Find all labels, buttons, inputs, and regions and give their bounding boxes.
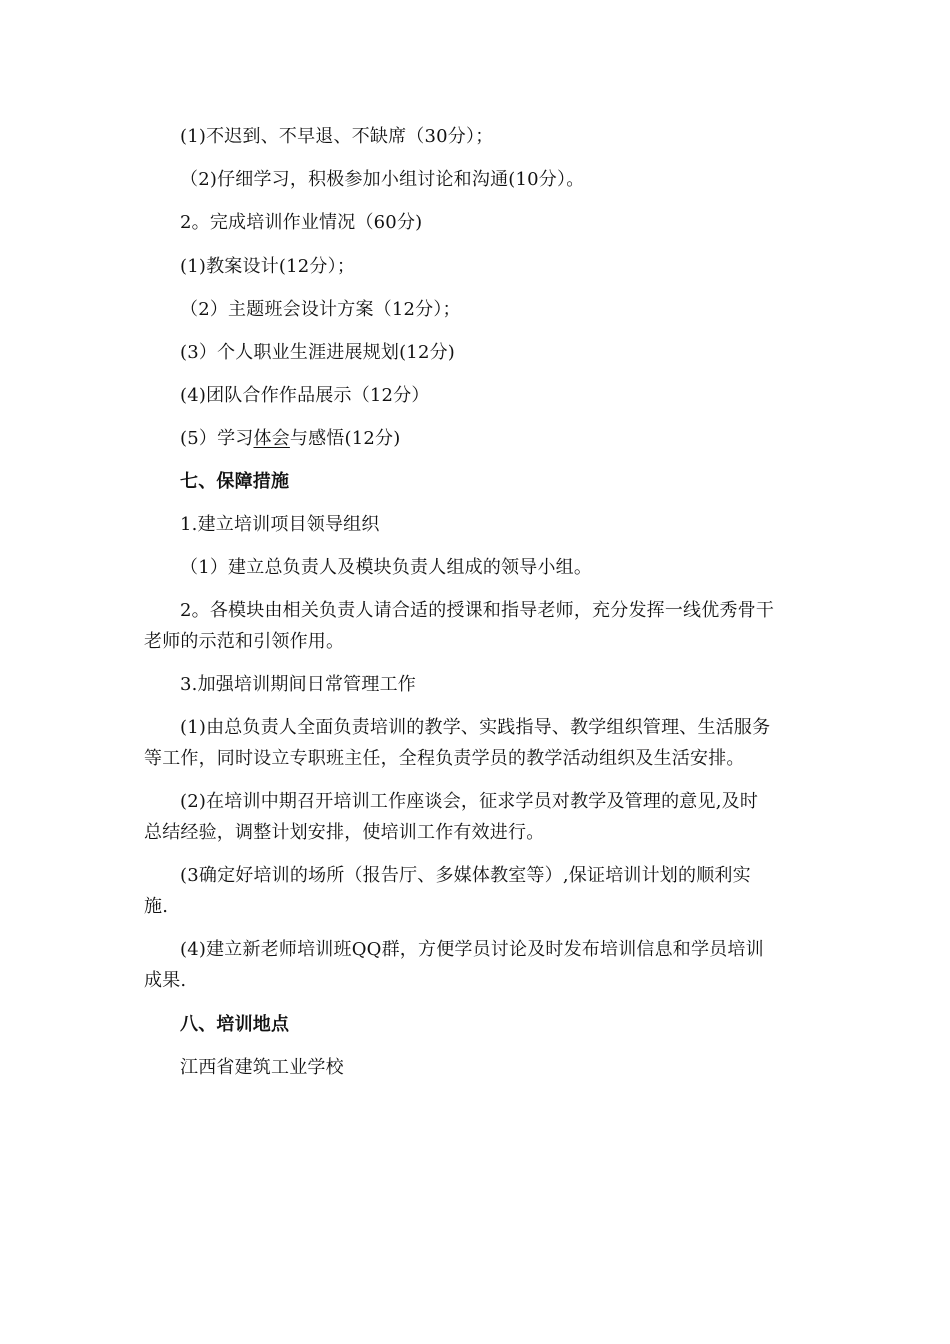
paragraph-line: (1)由总负责人全面负责培训的教学、实践指导、教学组织管理、生活服务 [180, 717, 771, 738]
paragraph-line: （1）建立总负责人及模块负责人组成的领导小组。 [180, 557, 593, 578]
paragraph-line: 2。各模块由相关负责人请合适的授课和指导老师，充分发挥一线优秀骨干 [180, 600, 775, 621]
paragraph-line: 1.建立培训项目领导组织 [180, 514, 380, 535]
section-heading: 七、保障措施 [180, 471, 290, 492]
list-item: （2）主题班会设计方案（12分）； [180, 299, 461, 320]
paragraph-line: 老师的示范和引领作用。 [144, 631, 345, 652]
list-item: (3）个人职业生涯进展规划(12分) [180, 342, 456, 363]
list-item [180, 428, 400, 450]
list-item: (1)不迟到、不早退、不缺席（30分）； [180, 126, 494, 147]
list-item: (4)团队合作作品展示（12分） [180, 385, 430, 406]
paragraph-line: 总结经验，调整计划安排，使培训工作有效进行。 [144, 822, 545, 843]
list-item: (1)教案设计(12分）； [180, 256, 356, 277]
section-heading: 八、培训地点 [180, 1014, 290, 1035]
text-span: (5）学习 [180, 428, 254, 449]
paragraph-line: (2)在培训中期召开培训工作座谈会，征求学员对教学及管理的意见,及时 [180, 791, 759, 812]
paragraph-line: 等工作，同时设立专职班主任，全程负责学员的教学活动组织及生活安排。 [144, 748, 745, 769]
paragraph-line: 施. [144, 896, 169, 917]
paragraph-line: 3.加强培训期间日常管理工作 [180, 674, 416, 695]
list-item: 2。完成培训作业情况（60分) [180, 212, 423, 233]
text-span: 与感悟(12分) [289, 428, 401, 449]
paragraph-line: (3确定好培训的场所（报告厅、多媒体教室等）,保证培训计划的顺利实 [180, 865, 751, 886]
paragraph-line: 成果. [144, 970, 187, 991]
list-item: （2)仔细学习，积极参加小组讨论和沟通(10分）。 [180, 169, 585, 190]
paragraph-line: (4)建立新老师培训班QQ群，方便学员讨论及时发布培训信息和学员培训 [180, 939, 764, 960]
paragraph-line: 江西省建筑工业学校 [180, 1057, 344, 1078]
underlined-text: 体会 [253, 428, 290, 449]
